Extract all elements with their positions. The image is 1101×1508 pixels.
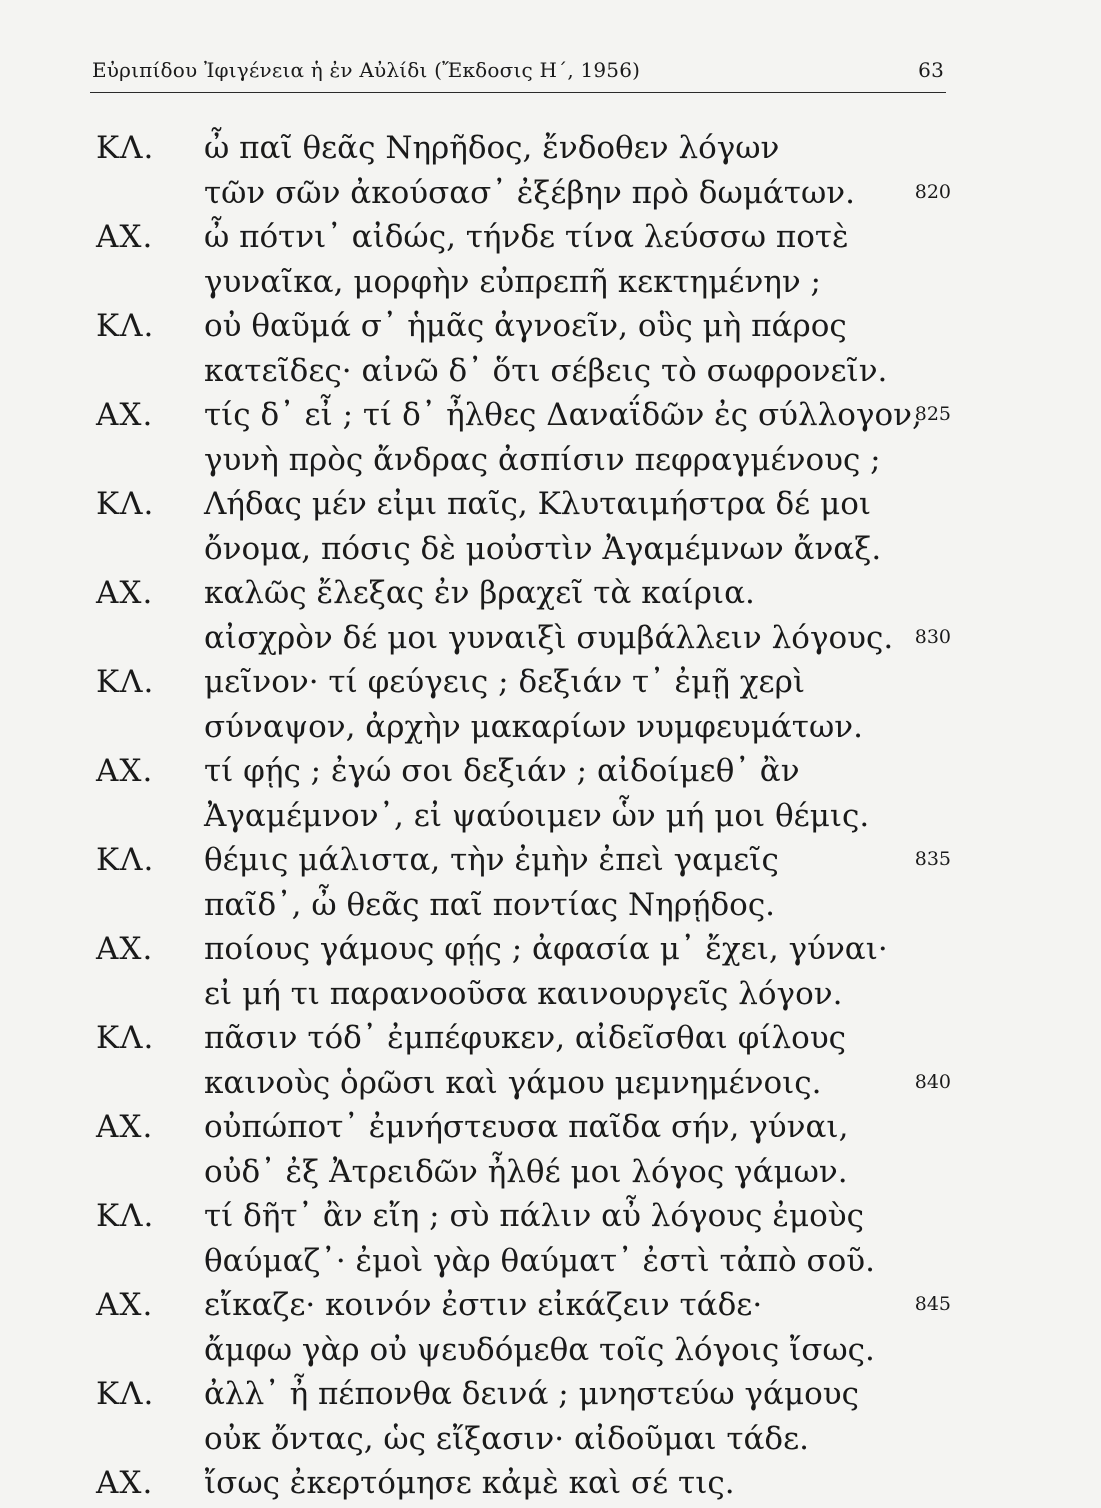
- line-number: 825: [914, 403, 951, 425]
- verse-line: [0, 128, 1101, 173]
- speaker-label: ΚΛ.: [96, 130, 155, 166]
- verse-line: [0, 484, 1101, 529]
- speaker-label: ΚΛ.: [96, 664, 155, 700]
- verse-text: [0, 128, 1101, 1508]
- running-head: [92, 58, 944, 88]
- verse-line: [0, 395, 1101, 440]
- speaker-label: ΑΧ.: [96, 575, 154, 611]
- line-number: 840: [914, 1070, 951, 1093]
- verse-text-line: οὐκ ὄντας, ὡς εἴξασιν· αἰδοῦμαι τάδε.: [204, 1420, 809, 1457]
- verse-text-line: ὦ πότνι᾽ αἰδώς, τήνδε τίνα λεύσσω ποτὲ: [204, 219, 849, 255]
- verse-line: [0, 1018, 1101, 1063]
- line-number: 820: [914, 180, 951, 203]
- line-number: 845: [914, 1293, 951, 1315]
- verse-text-line: κατεῖδες· αἰνῶ δ᾽ ὅτι σέβεις τὸ σωφρονεῖν.: [204, 352, 888, 389]
- verse-line: [0, 840, 1101, 885]
- verse-text-line: ποίους γάμους φῄς ; ἀφασία μ᾽ ἔχει, γύναι·: [204, 931, 888, 967]
- verse-text-line: τί φῄς ; ἐγώ σοι δεξιάν ; αἰδοίμεθ᾽ ἂν: [204, 753, 800, 789]
- verse-line: [0, 1330, 1101, 1375]
- verse-line: [0, 1241, 1101, 1286]
- speaker-label: ΑΧ.: [96, 931, 154, 967]
- verse-line: [0, 306, 1101, 351]
- verse-line: [0, 1152, 1101, 1197]
- verse-text-line: οὐδ᾽ ἐξ Ἀτρειδῶν ἦλθέ μοι λόγος γάμων.: [204, 1153, 848, 1190]
- speaker-label: ΑΧ.: [96, 1109, 154, 1145]
- verse-line: [0, 1063, 1101, 1108]
- verse-line: [0, 618, 1101, 663]
- verse-line: [0, 440, 1101, 485]
- verse-text-line: οὐ θαῦμά σ᾽ ἡμᾶς ἀγνοεῖν, οὓς μὴ πάρος: [204, 308, 847, 344]
- verse-text-line: οὐπώποτ᾽ ἐμνήστευσα παῖδα σήν, γύναι,: [204, 1109, 849, 1145]
- verse-line: [0, 1374, 1101, 1419]
- verse-line: [0, 217, 1101, 262]
- verse-line: [0, 751, 1101, 796]
- running-title: Εὐριπίδου Ἰφιγένεια ἡ ἐν Αὐλίδι (Ἔκδοσις Η΄, 1956): [92, 58, 641, 82]
- verse-text-line: γυναῖκα, μορφὴν εὐπρεπῆ κεκτημένην ;: [204, 263, 822, 300]
- speaker-label: ΑΧ.: [96, 397, 154, 433]
- speaker-label: ΑΧ.: [96, 219, 154, 255]
- verse-line: [0, 707, 1101, 752]
- verse-line: [0, 1107, 1101, 1152]
- speaker-label: ΚΛ.: [96, 486, 155, 522]
- verse-text-line: ἀλλ᾽ ἦ πέπονθα δεινά ; μνηστεύω γάμους: [204, 1376, 859, 1412]
- line-number: 830: [914, 625, 951, 648]
- verse-text-line: θέμις μάλιστα, τὴν ἐμὴν ἐπεὶ γαμεῖς: [204, 842, 779, 878]
- line-number: 835: [914, 848, 951, 870]
- verse-text-line: τῶν σῶν ἀκούσασ᾽ ἐξέβην πρὸ δωμάτων.: [204, 174, 855, 211]
- verse-text-line: Ἀγαμέμνον᾽, εἰ ψαύοιμεν ὧν μή μοι θέμις.: [204, 797, 870, 834]
- verse-line: [0, 974, 1101, 1019]
- verse-text-line: καλῶς ἔλεξας ἐν βραχεῖ τὰ καίρια.: [204, 575, 755, 611]
- speaker-label: ΚΛ.: [96, 1020, 155, 1056]
- verse-line: [0, 573, 1101, 618]
- verse-text-line: ἴσως ἐκερτόμησε κἀμὲ καὶ σέ τις.: [204, 1465, 735, 1501]
- verse-text-line: αἰσχρὸν δέ μοι γυναιξὶ συμβάλλειν λόγους.: [204, 619, 894, 656]
- verse-text-line: παῖδ᾽, ὦ θεᾶς παῖ ποντίας Νηρῄδος.: [204, 886, 776, 923]
- verse-text-line: εἴκαζε· κοινόν ἐστιν εἰκάζειν τάδε·: [204, 1287, 763, 1323]
- speaker-label: ΑΧ.: [96, 1287, 154, 1323]
- verse-text-line: γυνὴ πρὸς ἄνδρας ἀσπίσιν πεφραγμένους ;: [204, 441, 881, 478]
- verse-line: [0, 262, 1101, 307]
- verse-line: [0, 796, 1101, 841]
- speaker-label: ΑΧ.: [96, 753, 154, 789]
- speaker-label: ΚΛ.: [96, 1376, 155, 1412]
- speaker-label: ΚΛ.: [96, 308, 155, 344]
- verse-text-line: θαύμαζ᾽· ἐμοὶ γὰρ θαύματ᾽ ἐστὶ τἀπὸ σοῦ.: [204, 1242, 876, 1279]
- verse-line: [0, 929, 1101, 974]
- verse-text-line: τί δῆτ᾽ ἂν εἴη ; σὺ πάλιν αὖ λόγους ἐμοὺς: [204, 1198, 864, 1234]
- verse-line: [0, 1463, 1101, 1508]
- speaker-label: ΚΛ.: [96, 842, 155, 878]
- verse-text-line: ὄνομα, πόσις δὲ μοὐστὶν Ἀγαμέμνων ἄναξ.: [204, 530, 882, 567]
- verse-text-line: Λήδας μέν εἰμι παῖς, Κλυταιμήστρα δέ μοι: [204, 486, 872, 522]
- verse-line: [0, 173, 1101, 218]
- verse-text-line: σύναψον, ἀρχὴν μακαρίων νυμφευμάτων.: [204, 708, 863, 745]
- verse-line: [0, 885, 1101, 930]
- page-number: 63: [918, 58, 944, 82]
- verse-line: [0, 662, 1101, 707]
- header-rule: [90, 92, 946, 93]
- verse-text-line: ὦ παῖ θεᾶς Νηρῆδος, ἔνδοθεν λόγων: [204, 130, 780, 166]
- verse-line: [0, 1285, 1101, 1330]
- verse-text-line: πᾶσιν τόδ᾽ ἐμπέφυκεν, αἰδεῖσθαι φίλους: [204, 1020, 847, 1056]
- speaker-label: ΑΧ.: [96, 1465, 154, 1501]
- verse-line: [0, 1419, 1101, 1464]
- verse-text-line: καινοὺς ὁρῶσι καὶ γάμου μεμνημένοις.: [204, 1064, 822, 1101]
- verse-line: [0, 351, 1101, 396]
- speaker-label: ΚΛ.: [96, 1198, 155, 1234]
- verse-text-line: τίς δ᾽ εἶ ; τί δ᾽ ἦλθες Δαναΐδῶν ἐς σύλλογον,: [204, 397, 922, 433]
- verse-line: [0, 1196, 1101, 1241]
- verse-text-line: ἄμφω γὰρ οὐ ψευδόμεθα τοῖς λόγοις ἴσως.: [204, 1331, 875, 1368]
- verse-line: [0, 529, 1101, 574]
- verse-text-line: μεῖνον· τί φεύγεις ; δεξιάν τ᾽ ἐμῇ χερὶ: [204, 664, 805, 700]
- verse-text-line: εἰ μή τι παρανοοῦσα καινουργεῖς λόγον.: [204, 975, 843, 1012]
